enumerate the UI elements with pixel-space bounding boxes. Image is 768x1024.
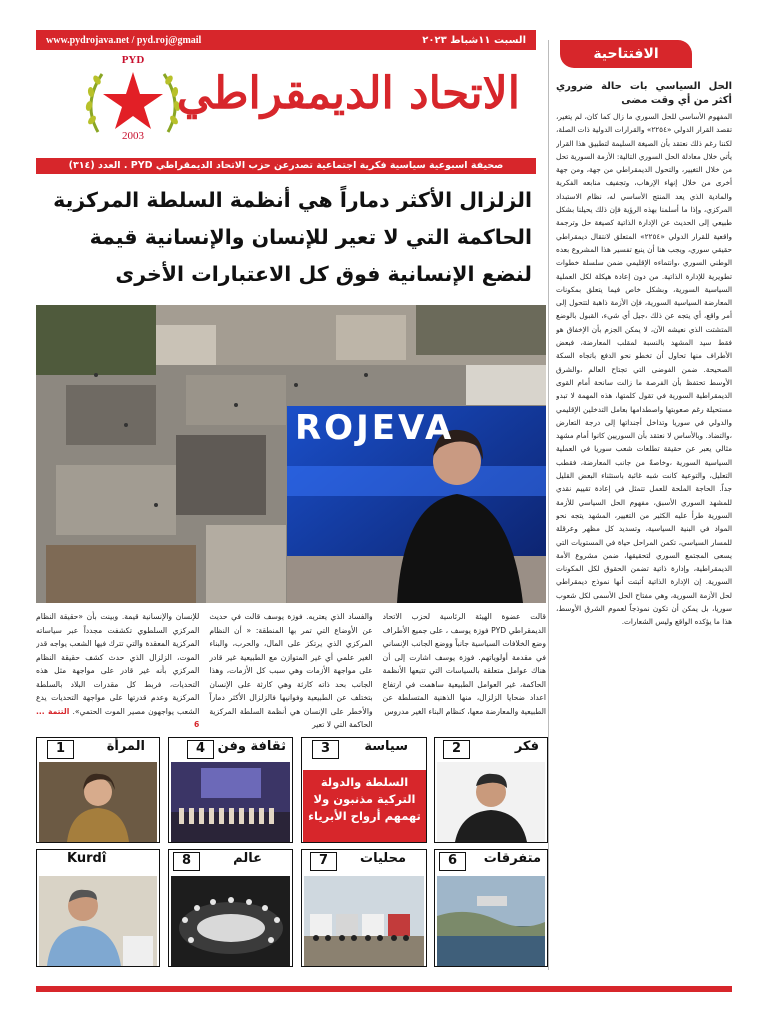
editorial-text [556, 80, 732, 968]
article-column-text: للإنسان والإنسانية قيمة. وبينت بأن «حقيقة النظام المركزي السلطوي تكشفت مجدداً عبر سياساته المركزية المعقدة والتي تترك فيها الشعب يواجه قدر الموت، الزلزال الذي حدث كشف حقيقة النظام المركزي بأنه غير قادر على مواجهة مثل هذه التحديات، فربط كل مقدرات البلاد بالسلطة المركزية وعدم قدرتها على مواجهة التحديات يدع الشعب يواجهون مصير الموت الحتمي». [36, 612, 200, 716]
portrait-image [39, 876, 157, 966]
politics-teaser[interactable]: السلطة والدولة التركية مذنبون ولا تهمهم أرواح الأبرياء [303, 770, 426, 842]
section-number: 7 [310, 852, 337, 871]
world-meeting-image [171, 876, 290, 966]
section-label: متفرقات [483, 851, 541, 866]
party-logo [78, 54, 188, 150]
trucks-image [304, 876, 424, 966]
section-thumbnail [39, 876, 157, 966]
editorial-body: المفهوم الأساسي للحل السوري ما زال كما كان، لم يتغير، تقصد القرار الدولي «٢٢٥٤» والقرارات الدولية ذات الصلة، لكننا رغم ذلك نعتقد بأن الصيغة السليمة لتطبيق هذا القرار يأتي خلال معادلة الحل السوري التالية: الأزمة السورية تحل من خلال التغيير، والتحول الديمقراطي من جهة، ومن جهة أخرى من خلال إنهاء الإرهاب، وتجفيف منابعه الفكرية والمادية الذي يعد المنتج الأساسي له، نظام الاستبداد المركزي، وإذا ما أسلمنا بهذه الرؤية فإن ذلك يحيلنا بشكل طبيعي إلى الحديث عن الإدارة الذاتية كصيغة حل وترجمة واقعية للقرار الدولي «٢٢٥٤» المتعلق لانتقال ديمقراطي حقيقي سوري، ويجب هنا أن ينبع تفسير هذا المشروع بعده الوطني السوري ،وانتماءه الإقليمي ضمن سلسلة خطوات تطويرية للإدارة الذاتية. من دون إعادة هيكلة لكل العملية السياسية السورية، وبشكل خاص فيما يتعلق بمكونات المعارضة السياسية السورية، فإن الأزمة ذاهبة لتتحول إلى أمر واقع، أي يتجه عن ذلك ،جيل أي شيء، القبول بالوضع المتشتت الذي نعيشه الآن، لا يمكن الجزم بأن الإخفاق هو فقط سيد المشهد بالنسبة لمقلب المعارضة، فبعض الأطراف منها تحاول أن تخطو نحو الدفع باتجاه السكة الصحيحة. ضمن الفوضى التي تجتاح العالم ،والشرق الأوسط تحتفظ بأن الفرصة ما زالت سانحة أمام القوى الديمقراطية السورية في تقول كلمتها، هذه المهمة لا تبدو مستحيلة رغم صعوبتها واصطدامها بعامل التدخلين الإقليمي والدولي في سوريا وتداخل أجنداتها إلى درجة التعارض ،والتضاد. وبالأساس لا نعتقد بأن السوريين كانوا أمام مشهد مثالي يعبر عن حقيقة تطلعات شعب سوريا في العملية السياسية السورية ،وخاصةً من جانب المعارضة، فقطب التعليل، والتوعية كانت شبه غائبة باستثناء البعض القليل جداً. الحاجة الملحة للعمل تتمثل في إعادة تقييم نقدي للمشهد السوري الأسبق، مفهوم الحل السياسي للأزمة السورية طرأ عليه الكثير من التغيير، المشهد يتجه نحو المواد في البنية السياسية، وتسديد كل مظهر وعرقلة للمسار السياسي، تكمن المراحل حياة في المستويات التي يسعى المجتمع السوري لتحقيقها، ضمن مشروع الأمة الديمقراطية، وإدارة ذاتية تضمن الحقوق لكل المكونات السورية. إن الإدارة الذاتية أثبتت أنها نموذج ديمقراطي لحل الأزمة السورية، وهي مفتاح الحل الأسمى لكل شعوب سوريا، بل يمكن أن تكون نموذجاً لعموم الشرق الأوسط، هذا ما يؤكده الواقع وليس الشعارات. [556, 112, 732, 627]
logo-text: PYD [121, 54, 145, 66]
section-thumbnail [437, 762, 545, 842]
article-column: قالت عضوة الهيئة الرئاسية لحزب الاتحاد الديمقراطي PYD فوزة يوسف ، على جميع الأطراف وضع الخلافات السياسية جانباً ووضع الجانب الإنساني في مقدمة أولوياتهم. فوزة يوسف اشارت إلى أن هناك عوامل متعلقة بالسياسات التي تتبعها الأنظمة الحاكمة، غير العوامل الطبيعية ساهمت في ارتفاع اعداد ضحايا الزلزال، منها الذهنية المتسلطة عن الطبيعية والمعارضة معها، كنظام البناء الغير مدروس [382, 612, 546, 716]
section-box-women[interactable] [36, 737, 160, 843]
section-number: 1 [47, 740, 74, 759]
section-number: 3 [312, 740, 339, 759]
section-box-misc[interactable] [434, 849, 548, 967]
section-box-world[interactable] [168, 849, 293, 967]
section-label: سياسة [364, 739, 408, 754]
main-photo[interactable] [36, 305, 546, 603]
stage-image [171, 762, 290, 842]
section-number: 4 [187, 740, 214, 759]
section-box-thought[interactable] [434, 737, 548, 843]
section-label: فكر [514, 739, 539, 754]
portrait-image [39, 762, 157, 842]
newspaper-title: الاتحاد الديمقراطي [176, 68, 520, 119]
editorial-lead: الحل السياسي بات حالة ضروري أكثر من أي وقت مضى [556, 81, 732, 106]
subtitle-bar: صحيفة اسبوعية سياسية فكرية اجتماعية تصدرعن حزب الاتحاد الديمقراطي PYD . العدد (٣١٤) [36, 158, 536, 174]
section-thumbnail [171, 876, 290, 966]
section-number: 2 [443, 740, 470, 759]
section-box-kurdi[interactable] [36, 849, 160, 967]
section-label: محليات [360, 851, 406, 866]
article-column: والفساد الذي يعتريه. فوزة يوسف قالت في حديث عن الأوضاع التي تمر بها المنطقة: « أن النظام المركزي الذي يرتكز على المال، والحرب، والبناء الغير علمي أي غير المتوازن مع الطبيعية غير قادر على مواجهة الأزمات وهي سبب كل الأزمات، وهذا الجانب بحد ذاته كارثة وهي كارثة على الإنسان بتختلف عن الطبيعية وفوانيها فالزلزال الأكثر دماراً والأخطر على الإنسان هي أنظمة السلطة المركزية الحاكمة التي لا تعير [209, 612, 373, 729]
section-number: 6 [439, 852, 466, 871]
section-thumbnail [304, 876, 424, 966]
channel-logo: ROJEVA [295, 408, 455, 448]
section-thumbnail [171, 762, 290, 842]
portrait-image [437, 762, 545, 842]
section-number: 8 [173, 852, 200, 871]
top-info-bar [36, 30, 536, 50]
bottom-bar [36, 986, 732, 992]
section-label: عالم [233, 851, 262, 866]
section-thumbnail [437, 876, 545, 966]
section-label: المرأة [106, 739, 145, 754]
interview-inset [287, 406, 546, 603]
issue-date: السبت ١١شباط ٢٠٢٣ [422, 34, 526, 46]
column-divider [548, 40, 549, 970]
article-column [36, 610, 199, 732]
section-box-local[interactable] [301, 849, 427, 967]
section-thumbnail [39, 762, 157, 842]
main-headline[interactable]: الزلزال الأكثر دماراً هي أنظمة السلطة المركزية الحاكمة التي لا تعير للإنسان والإنسانية قيمة لنضع الإنسانية فوق كل الاعتبارات الأخرى [53, 188, 532, 286]
contact-info[interactable]: www.pydrojava.net / pyd.roj@gmail [46, 34, 202, 46]
section-label: Kurdî [67, 851, 107, 866]
section-label: ثقافة وفن [217, 739, 286, 754]
section-box-culture[interactable] [168, 737, 293, 843]
editorial-heading: الافتتاحية [560, 40, 692, 68]
masthead [36, 52, 536, 152]
dam-image [437, 876, 545, 966]
continued-link[interactable]: التتمة ... 6 [36, 706, 200, 729]
logo-year: 2003 [122, 130, 144, 142]
lead-article [36, 610, 546, 732]
